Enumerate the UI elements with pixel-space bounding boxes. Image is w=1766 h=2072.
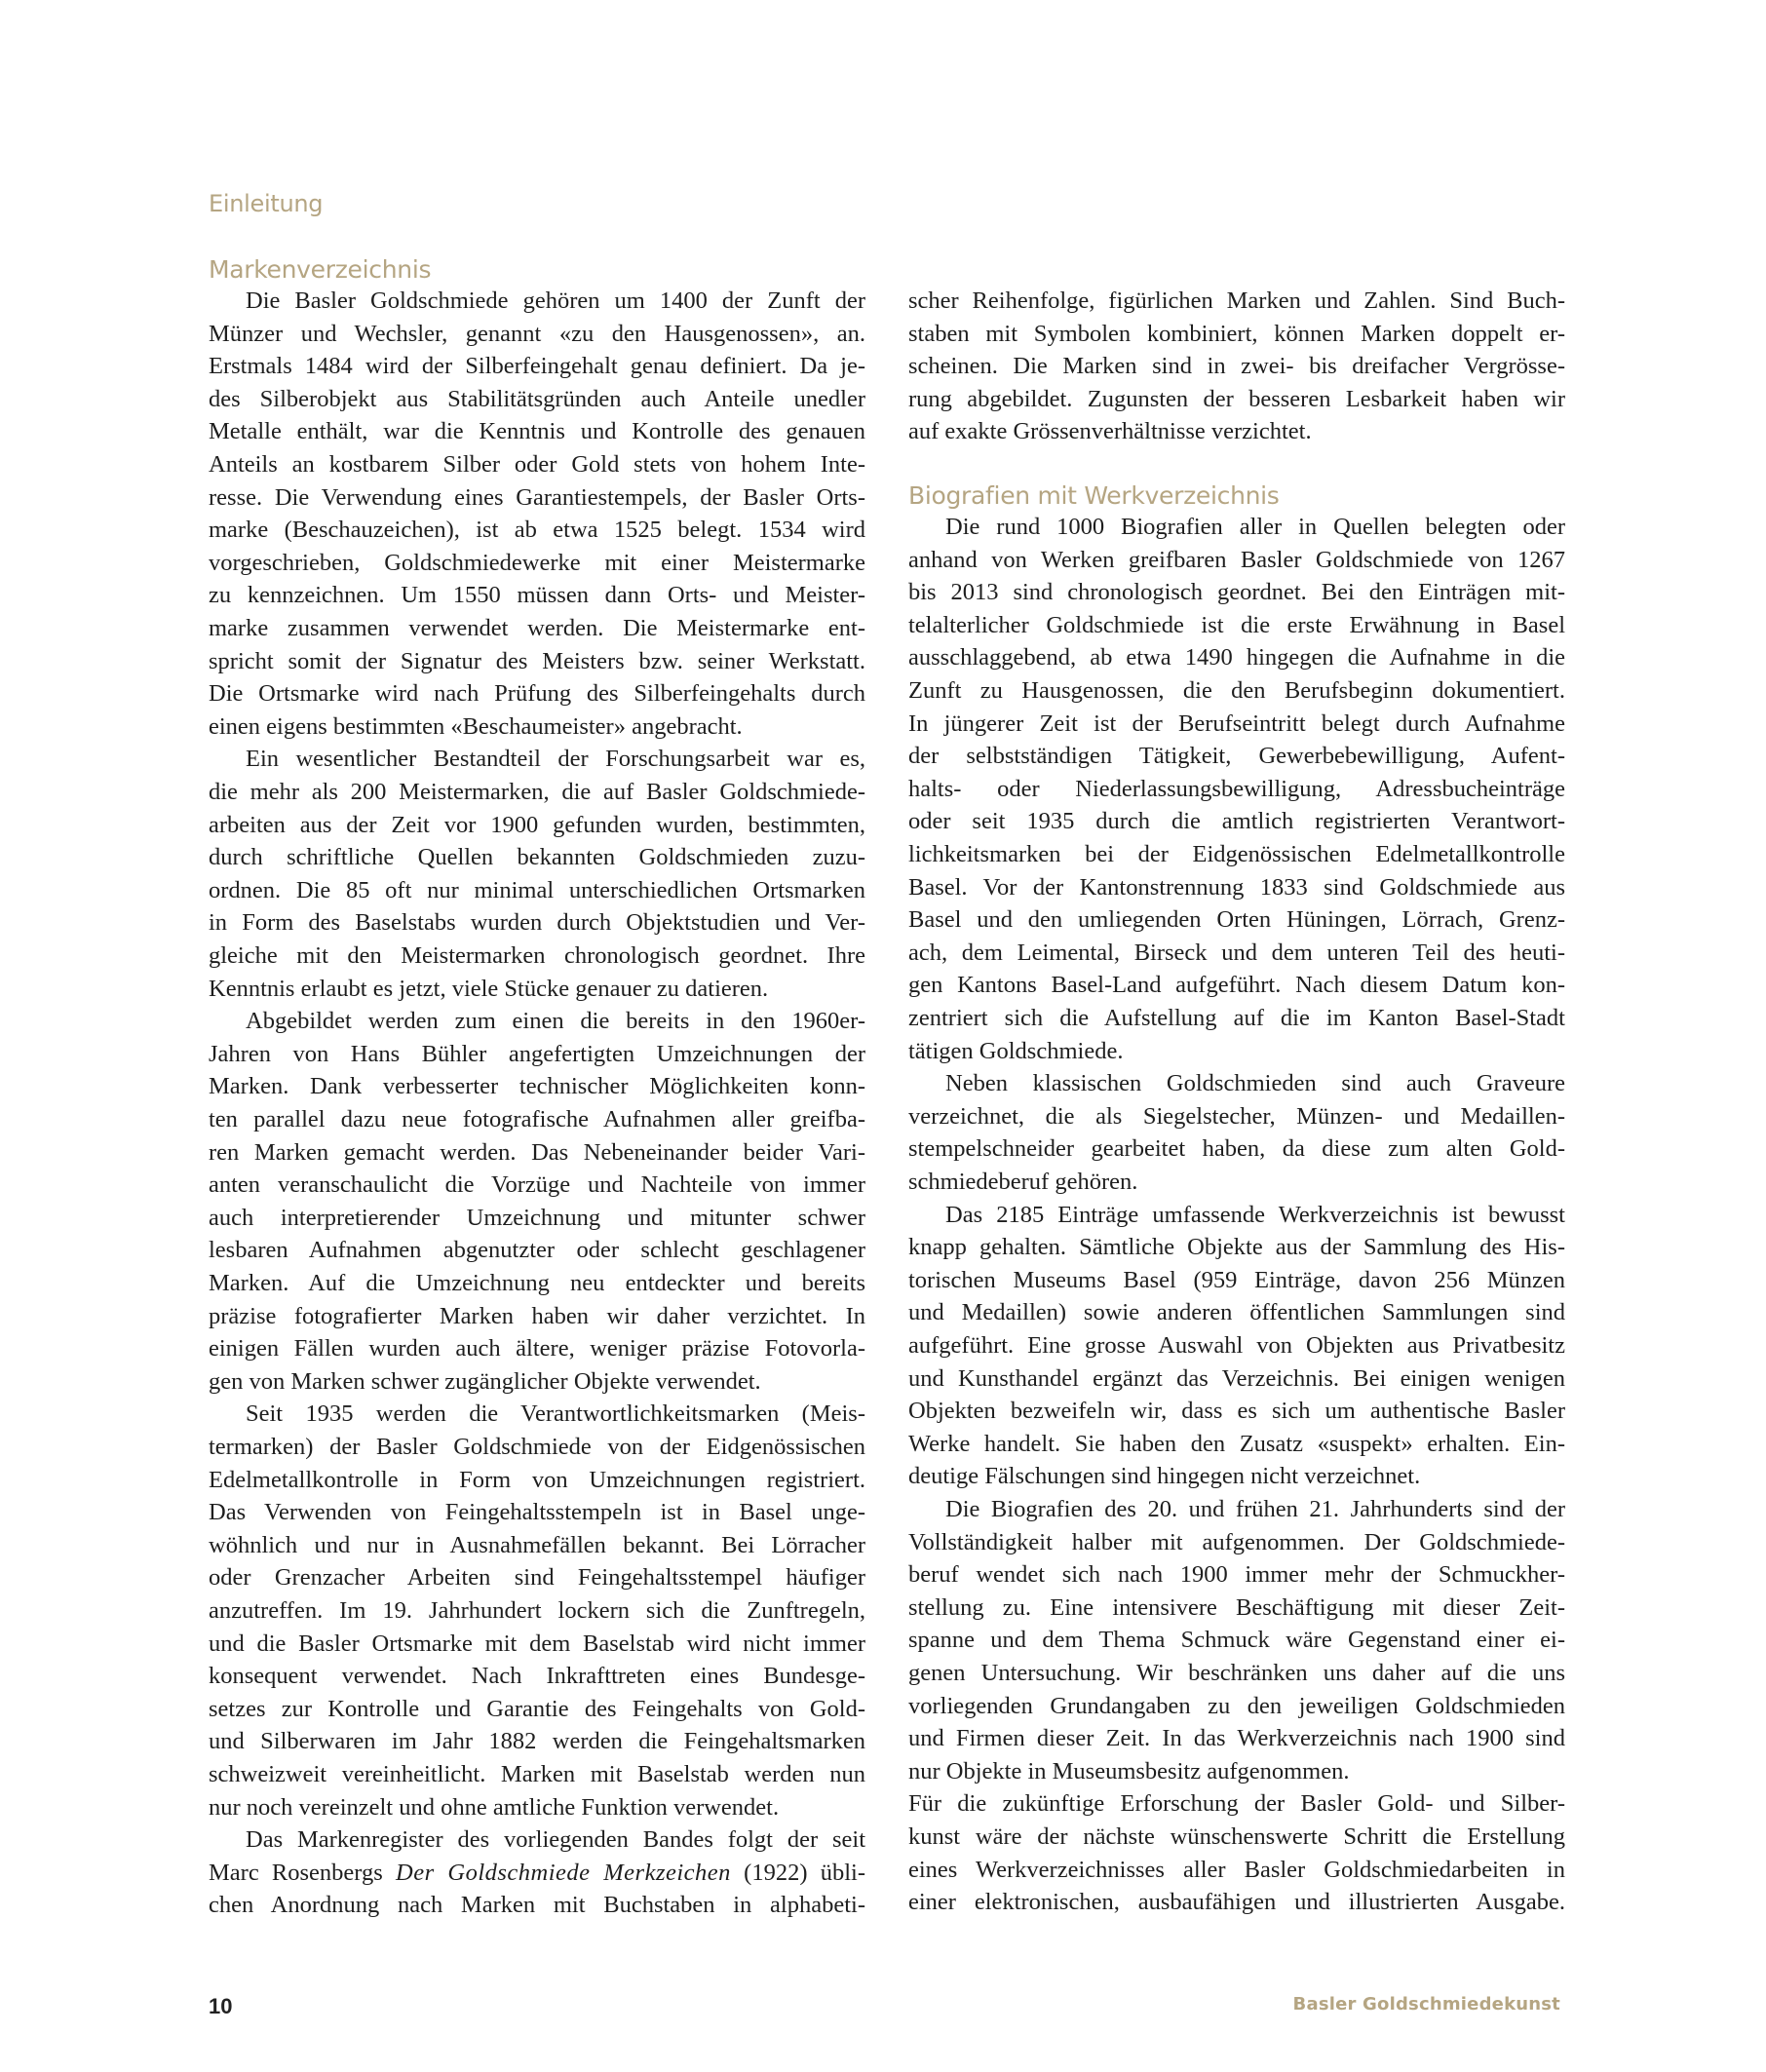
section-title: Einleitung (209, 190, 324, 217)
text-line: Vollständigkeit halber mit aufgenommen. Der Goldschmiede- (908, 1528, 1565, 1555)
text-line: halts- oder Niederlassungsbewilligung, Adressbucheinträge (908, 775, 1565, 802)
text-line: Edelmetallkontrolle in Form von Umzeichnungen registriert. (209, 1466, 865, 1493)
text-line: vorliegenden Grundangaben zu den jeweiligen Goldschmieden (908, 1692, 1565, 1719)
text-run: (1922) übli- (730, 1859, 865, 1886)
text-line: chen Anordnung nach Marken mit Buchstaben in alphabeti- (209, 1892, 865, 1919)
text-line: Abgebildet werden zum einen die bereits in den 1960er- (246, 1008, 865, 1035)
text-line: spanne und dem Thema Schmuck wäre Gegenstand einer ei- (908, 1627, 1565, 1654)
running-footer-title: Basler Goldschmiedekunst (1292, 1994, 1560, 2014)
text-line (209, 1857, 865, 1890)
text-line: Das Markenregister des vorliegenden Bandes folgt der seit (246, 1826, 865, 1854)
text-line: Objekten bezweifeln wir, dass es sich um authentische Basler (908, 1398, 1565, 1425)
text-line: wöhnlich und nur in Ausnahmefällen bekannt. Bei Lörracher (209, 1531, 865, 1558)
text-line: der selbstständigen Tätigkeit, Gewerbebewilligung, Aufent- (908, 743, 1565, 770)
text-line: einer elektronischen, ausbaufähigen und illustrierten Ausgabe. (908, 1889, 1565, 1916)
text-line: resse. Die Verwendung eines Garantiestempels, der Basler Orts- (209, 483, 865, 511)
text-line: ausschlaggebend, ab etwa 1490 hingegen die Aufnahme in die (908, 644, 1565, 671)
text-line: ach, dem Leimental, Birseck und dem unteren Teil des heuti- (908, 939, 1565, 966)
text-line: ten parallel dazu neue fotografische Aufnahmen aller greifba- (209, 1106, 865, 1132)
text-line: beruf wendet sich nach 1900 immer mehr der Schmuckher- (908, 1561, 1565, 1589)
text-line: Basel. Vor der Kantonstrennung 1833 sind Goldschmiede aus (908, 873, 1565, 901)
text-line: oder Grenzacher Arbeiten sind Feingehaltsstempel häufiger (209, 1564, 865, 1592)
text-line: Seit 1935 werden die Verantwortlichkeitsmarken (Meis- (246, 1401, 865, 1428)
text-line: Werke handelt. Sie haben den Zusatz «suspekt» erhalten. Ein- (908, 1430, 1565, 1457)
text-line: Die Ortsmarke wird nach Prüfung des Silberfeingehalts durch (209, 680, 865, 708)
text-line: und Firmen dieser Zeit. In das Werkverzeichnis nach 1900 sind (908, 1725, 1565, 1752)
text-line: Metalle enthält, war die Kenntnis und Kontrolle des genauen (209, 418, 865, 445)
text-run: Marc Rosenbergs (209, 1859, 397, 1886)
text-line: gleiche mit den Meistermarken chronologisch geordnet. Ihre (209, 942, 865, 969)
text-line: rung abgebildet. Zugunsten der besseren Lesbarkeit haben wir (908, 385, 1565, 412)
text-line: telalterlicher Goldschmiede ist die erste Erwähnung in Basel (908, 611, 1565, 638)
text-line: schmiedeberuf gehören. (908, 1169, 1138, 1195)
text-line: zentriert sich die Aufstellung auf die im Kanton Basel-Stadt (908, 1005, 1565, 1031)
text-line: Neben klassischen Goldschmieden sind auch Graveure (945, 1070, 1565, 1097)
text-line: und die Basler Ortsmarke mit dem Baselstab wird nicht immer (209, 1630, 865, 1657)
text-line: torischen Museums Basel (959 Einträge, davon 256 Münzen (908, 1266, 1565, 1293)
text-line: spricht somit der Signatur des Meisters bzw. seiner Werkstatt. (209, 647, 865, 674)
text-line: Die Biografien des 20. und frühen 21. Jahrhunderts sind der (945, 1496, 1565, 1522)
book-title-italic: Der Goldschmiede Merkzeichen (396, 1859, 731, 1886)
heading-markenverzeichnis: Markenverzeichnis (209, 255, 432, 284)
text-line: konsequent verwendet. Nach Inkrafttreten eines Bundesge- (209, 1663, 865, 1690)
text-line: oder seit 1935 durch die amtlich registrierten Verantwort- (908, 808, 1565, 835)
text-line: nur noch vereinzelt und ohne amtliche Funktion verwendet. (209, 1793, 780, 1821)
text-line: anzutreffen. Im 19. Jahrhundert lockern sich die Zunftregeln, (209, 1597, 865, 1624)
text-line: verzeichnet, die als Siegelstecher, Münzen- und Medaillen- (908, 1102, 1565, 1130)
text-line: Jahren von Hans Bühler angefertigten Umzeichnungen der (209, 1040, 865, 1067)
text-line: genen Untersuchung. Wir beschränken uns daher auf die uns (908, 1660, 1565, 1686)
text-line: lesbaren Aufnahmen abgenutzter oder schlecht geschlagener (209, 1237, 865, 1264)
text-line: einen eigens bestimmten «Beschaumeister» angebracht. (209, 712, 743, 740)
text-line: kunst wäre der nächste wünschenswerte Schritt die Erstellung (908, 1823, 1565, 1850)
text-line: Zunft zu Hausgenossen, die den Berufsbeginn dokumentiert. (908, 677, 1565, 704)
text-line: lichkeitsmarken bei der Eidgenössischen Edelmetallkontrolle (908, 841, 1565, 867)
text-line: bis 2013 sind chronologisch geordnet. Bei den Einträgen mit- (908, 579, 1565, 606)
text-line: deutige Fälschungen sind hingegen nicht verzeichnet. (908, 1463, 1421, 1490)
page-number: 10 (209, 1994, 233, 2018)
text-line: termarken) der Basler Goldschmiede von der Eidgenössischen (209, 1434, 865, 1460)
text-line: stellung zu. Eine intensivere Beschäftigung mit dieser Zeit- (908, 1593, 1565, 1621)
text-line: marke (Beschauzeichen), ist ab etwa 1525 belegt. 1534 wird (209, 517, 865, 544)
text-line: gen von Marken schwer zugänglicher Objekte verwendet. (209, 1367, 761, 1395)
text-line: scheinen. Die Marken sind in zwei- bis dreifacher Vergrösse- (908, 353, 1565, 380)
heading-biografien: Biografien mit Werkverzeichnis (908, 481, 1280, 510)
text-line: Die Basler Goldschmiede gehören um 1400 der Zunft der (246, 288, 865, 314)
text-line: und Medaillen) sowie anderen öffentlichen Sammlungen sind (908, 1299, 1565, 1326)
text-line: knapp gehalten. Sämtliche Objekte aus der Sammlung des His- (908, 1234, 1565, 1261)
text-line: scher Reihenfolge, figürlichen Marken und Zahlen. Sind Buch- (908, 288, 1565, 314)
text-line: auf exakte Grössenverhältnisse verzichtet. (908, 418, 1312, 445)
text-line: Basel und den umliegenden Orten Hüningen, Lörrach, Grenz- (908, 906, 1565, 934)
text-line: Ein wesentlicher Bestandteil der Forschungsarbeit war es, (246, 746, 865, 773)
text-line: anten veranschaulicht die Vorzüge und Nachteile von immer (209, 1171, 865, 1199)
text-line: tätigen Goldschmiede. (908, 1037, 1124, 1064)
text-line: die mehr als 200 Meistermarken, die auf Basler Goldschmiede- (209, 779, 865, 805)
text-line: Anteils an kostbarem Silber oder Gold stets von hohem Inte- (209, 451, 865, 478)
text-line: Das 2185 Einträge umfassende Werkverzeichnis ist bewusst (945, 1201, 1565, 1228)
text-line: Kenntnis erlaubt es jetzt, viele Stücke genauer zu datieren. (209, 975, 769, 1002)
text-line: und Silberwaren im Jahr 1882 werden die Feingehaltsmarken (209, 1728, 865, 1755)
text-line: In jüngerer Zeit ist der Berufseintritt belegt durch Aufnahme (908, 710, 1565, 737)
text-line: zu kennzeichnen. Um 1550 müssen dann Orts- und Meister- (209, 582, 865, 609)
text-line: durch schriftliche Quellen bekannten Goldschmieden zuzu- (209, 844, 865, 871)
text-line: Die rund 1000 Biografien aller in Quellen belegten oder (945, 514, 1565, 540)
text-line: Marken. Auf die Umzeichnung neu entdeckter und bereits (209, 1270, 865, 1296)
text-line: gen Kantons Basel-Land aufgeführt. Nach diesem Datum kon- (908, 972, 1565, 999)
text-line: eines Werkverzeichnisses aller Basler Goldschmiedarbeiten in (908, 1856, 1565, 1883)
text-line: Das Verwenden von Feingehaltsstempeln ist in Basel unge- (209, 1499, 865, 1526)
text-line: des Silberobjekt aus Stabilitätsgründen auch Anteile unedler (209, 385, 865, 412)
text-line: stempelschneider gearbeitet haben, da diese zum alten Gold- (908, 1135, 1565, 1163)
text-line: vorgeschrieben, Goldschmiedewerke mit einer Meistermarke (209, 549, 865, 576)
text-line: arbeiten aus der Zeit vor 1900 gefunden wurden, bestimmten, (209, 811, 865, 838)
text-line: Erstmals 1484 wird der Silberfeingehalt genau definiert. Da je- (209, 353, 865, 380)
text-line: präzise fotografierter Marken haben wir daher verzichtet. In (209, 1302, 865, 1329)
text-line: anhand von Werken greifbaren Basler Goldschmiede von 1267 (908, 546, 1565, 573)
text-line: staben mit Symbolen kombiniert, können Marken doppelt er- (908, 320, 1565, 347)
text-line: Für die zukünftige Erforschung der Basler Gold- und Silber- (908, 1790, 1565, 1818)
text-line: in Form des Baselstabs wurden durch Objektstudien und Ver- (209, 909, 865, 937)
text-line: Marken. Dank verbesserter technischer Möglichkeiten konn- (209, 1073, 865, 1100)
text-line: ordnen. Die 85 oft nur minimal unterschiedlichen Ortsmarken (209, 876, 865, 903)
text-line: setzes zur Kontrolle und Garantie des Feingehalts von Gold- (209, 1695, 865, 1722)
text-line: und Kunsthandel ergänzt das Verzeichnis. Bei einigen wenigen (908, 1364, 1565, 1392)
text-line: ren Marken gemacht werden. Das Nebeneinander beider Vari- (209, 1138, 865, 1166)
text-line: nur Objekte in Museumsbesitz aufgenommen. (908, 1757, 1350, 1784)
text-line: auch interpretierender Umzeichnung und mitunter schwer (209, 1204, 865, 1231)
text-line: marke zusammen verwendet werden. Die Meistermarke ent- (209, 615, 865, 641)
text-line: Münzer und Wechsler, genannt «zu den Hausgenossen», an. (209, 320, 865, 347)
text-line: einigen Fällen wurden auch ältere, weniger präzise Fotovorla- (209, 1335, 865, 1362)
text-line: aufgeführt. Eine grosse Auswahl von Objekten aus Privatbesitz (908, 1332, 1565, 1359)
text-line: schweizweit vereinheitlicht. Marken mit Baselstab werden nun (209, 1761, 865, 1787)
